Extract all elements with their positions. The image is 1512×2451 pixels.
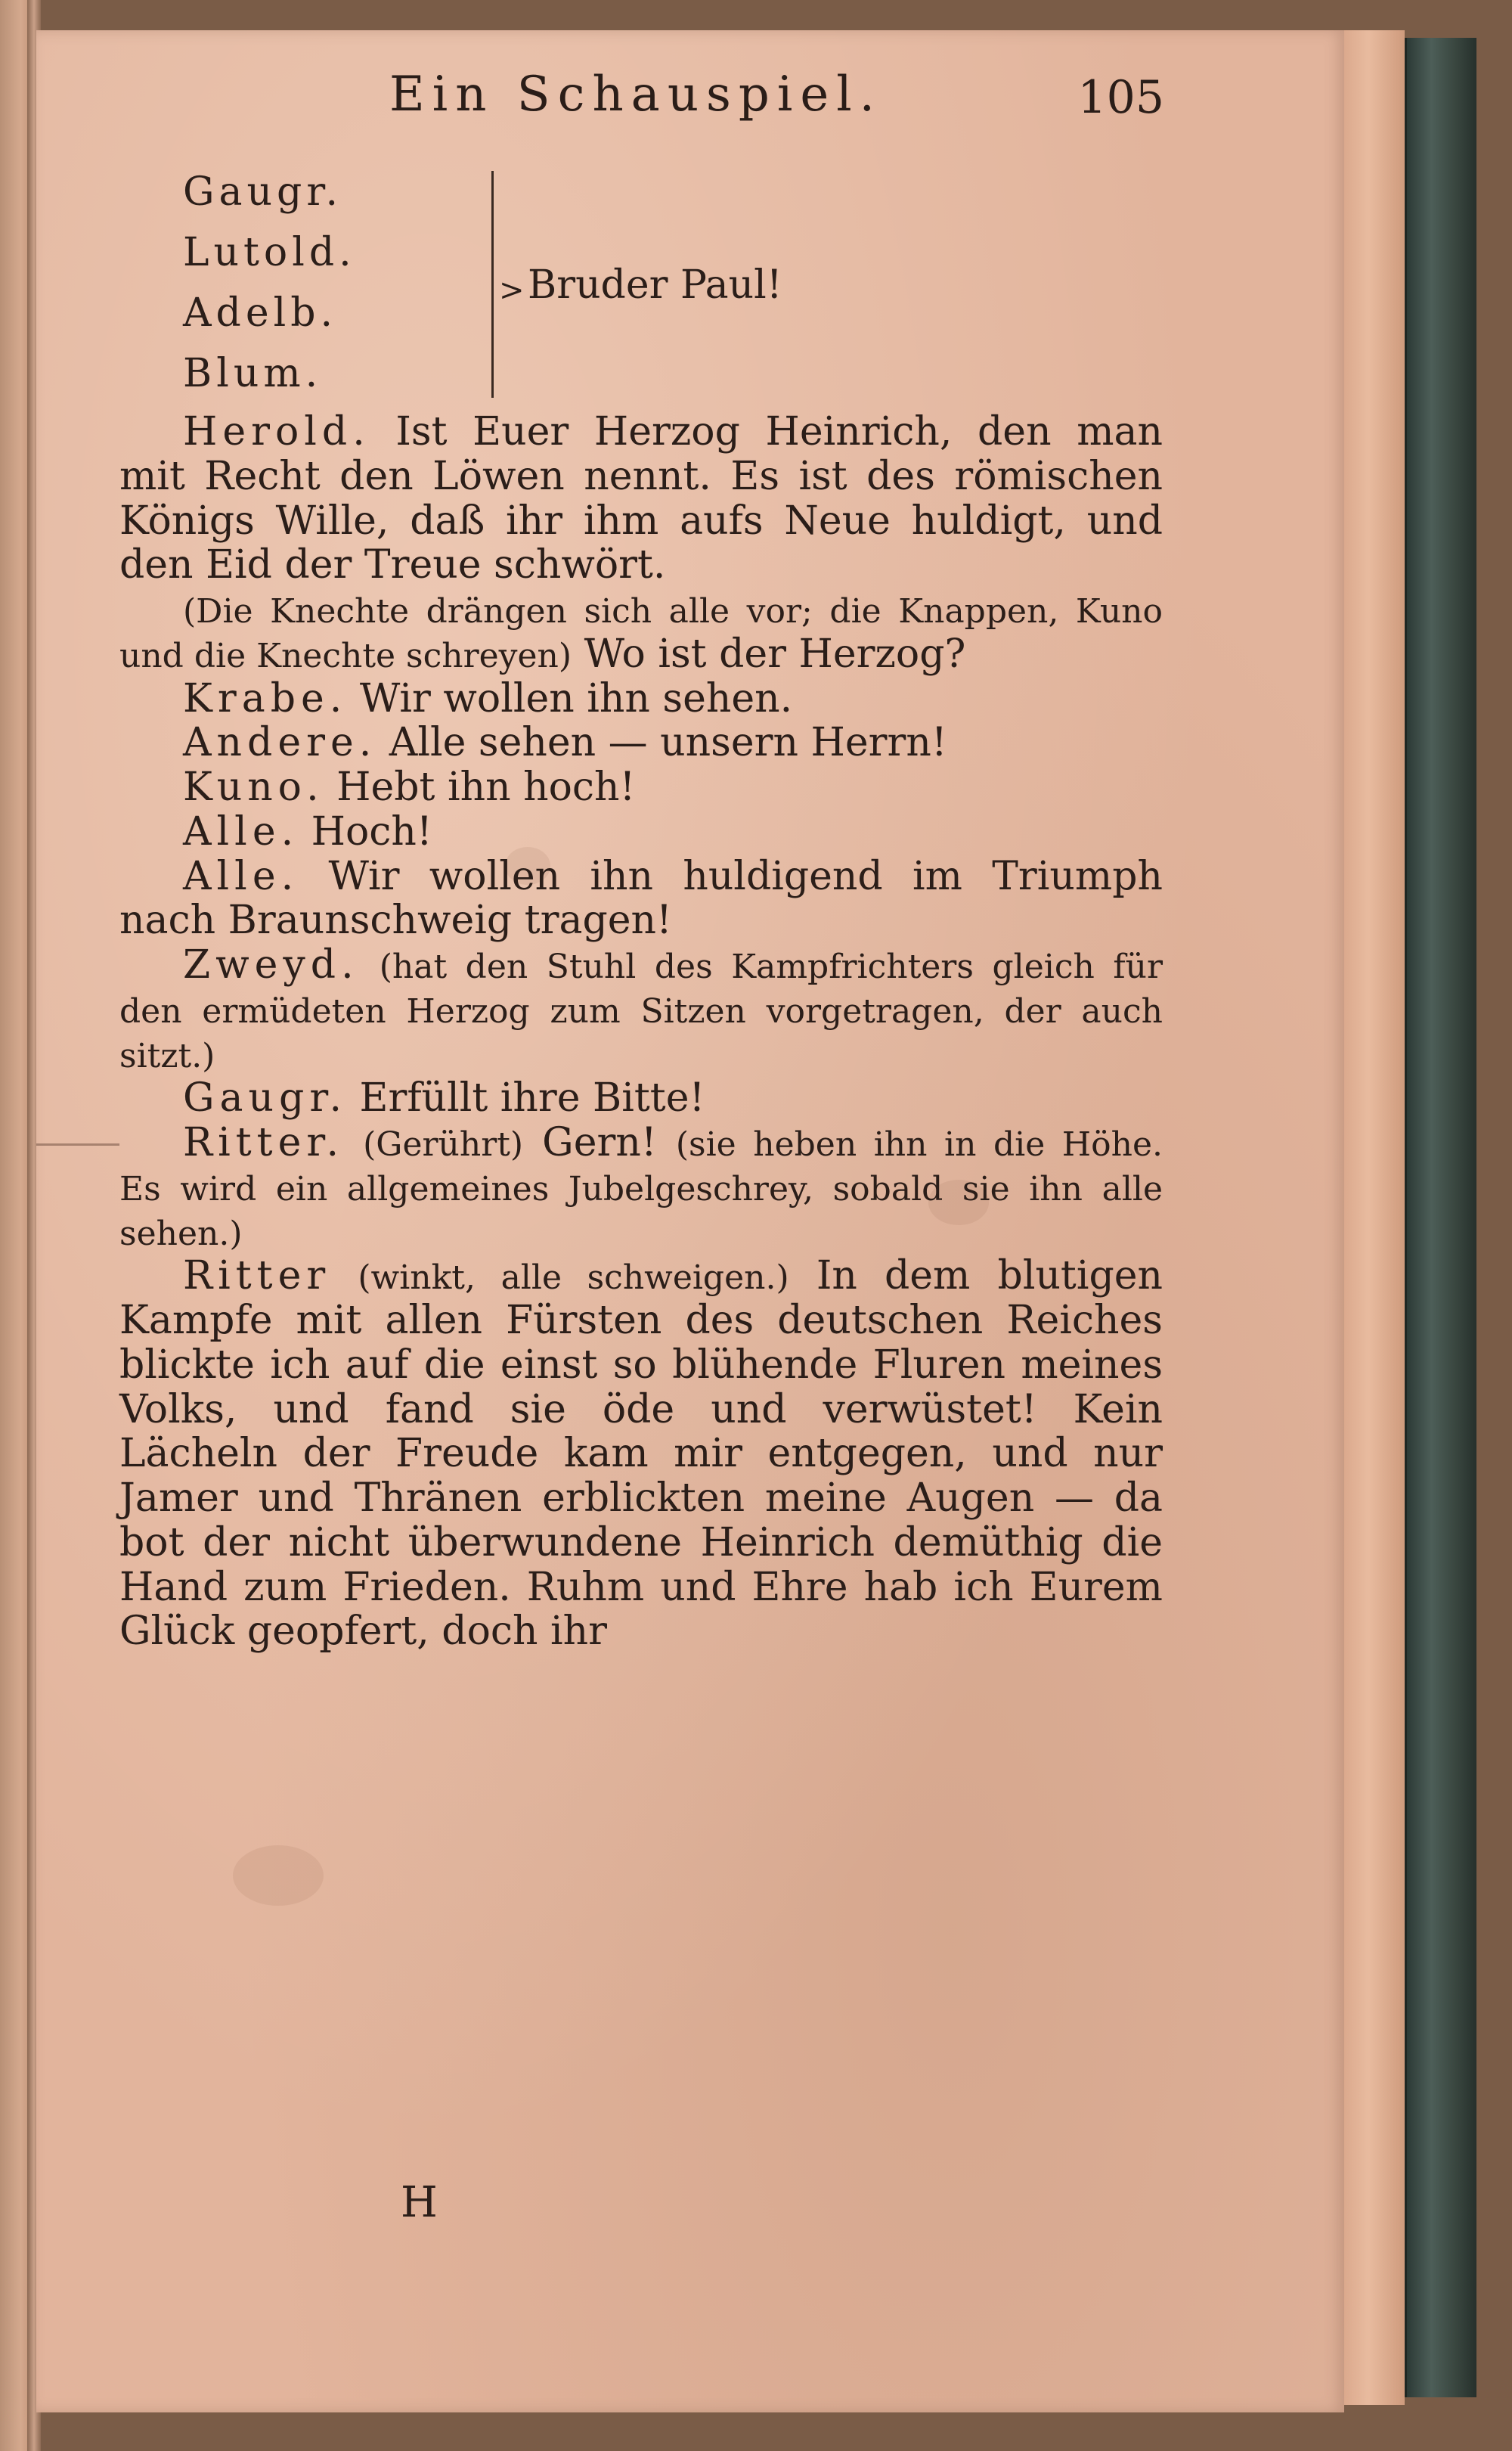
speaker-label: Gaugr. bbox=[183, 1075, 347, 1122]
dialogue-text: Hebt ihn hoch! bbox=[336, 765, 636, 810]
dialogue-text: Gern! bbox=[542, 1120, 657, 1165]
speaker-label: Herold. bbox=[183, 409, 370, 455]
speaker-line: Bruder Paul! bbox=[528, 262, 782, 308]
dialogue-text: Ist Euer Herzog Heinrich, den man mit Recht den Löwen nennt. Es ist des römischen Königs Wille, daß ihr ihm aufs Neue huldigt, und den Eid der Treue schwört. bbox=[119, 409, 1163, 588]
speaker-name: Adelb. bbox=[183, 290, 338, 336]
speaker-label: Ritter. bbox=[183, 1120, 345, 1165]
dialogue-paragraph bbox=[119, 410, 1163, 588]
stage-direction: (Die Knechte drängen sich alle vor; die Knappen, Kuno und die Knechte schreyen) bbox=[119, 592, 1163, 675]
dialogue-text: Alle sehen — unsern Herrn! bbox=[389, 720, 947, 766]
page-header bbox=[121, 67, 1164, 135]
speaker-group bbox=[119, 160, 1163, 410]
speaker-name: Gaugr. bbox=[183, 169, 342, 215]
page-number: 105 bbox=[1077, 71, 1164, 124]
signature-mark: H bbox=[401, 2178, 438, 2227]
stage-direction: (winkt, alle schweigen.) bbox=[358, 1258, 789, 1298]
dialogue-text: Wo ist der Herzog? bbox=[584, 631, 966, 677]
speaker-label: Kuno. bbox=[183, 765, 324, 810]
dialogue-paragraph bbox=[119, 1254, 1163, 1654]
dialogue-text: Wir wollen ihn huldigend im Triumph nach Braunschweig tragen! bbox=[119, 853, 1163, 944]
stage-direction: (Gerührt) bbox=[363, 1125, 524, 1164]
speaker-label: Alle. bbox=[183, 808, 299, 855]
speaker-label: Alle. bbox=[183, 853, 299, 899]
speaker-label: Zweyd. bbox=[183, 942, 359, 988]
dialogue-text: Wir wollen ihn sehen. bbox=[359, 675, 793, 721]
running-title: Ein Schauspiel. bbox=[389, 67, 882, 123]
speaker-label: Andere. bbox=[183, 720, 377, 766]
dialogue-text: Erfüllt ihre Bitte! bbox=[359, 1075, 705, 1122]
stage-direction: (sie heben ihn in die Höhe. Es wird ein allgemeines Jubelgeschrey, sobald sie ihn alle sehen.) bbox=[119, 1125, 1163, 1253]
speaker-label: Ritter bbox=[183, 1253, 331, 1299]
dialogue-paragraph bbox=[119, 1076, 1163, 1121]
dialogue-text: Hoch! bbox=[311, 808, 432, 855]
book-cover bbox=[1405, 38, 1476, 2397]
dialogue-paragraph bbox=[119, 855, 1163, 944]
dialogue-paragraph bbox=[119, 765, 1163, 810]
dialogue-text: In dem blutigen Kampfe mit allen Fürsten des deutschen Reiches blickte ich auf die einst so blühende Fluren meines Volks, und fand sie öde und verwüstet! Kein Lächeln der Freude kam mir entgegen, und nur Jamer und Thränen erblickten meine Augen — da bot der nicht überwundene Heinrich demüthig die Hand zum Frieden. Ruhm und Ehre hab ich Eurem Glück geopfert, doch ihr bbox=[119, 1253, 1163, 1655]
speaker-label: Krabe. bbox=[183, 675, 348, 721]
dialogue-paragraph bbox=[119, 810, 1163, 855]
brace-point: > bbox=[499, 273, 525, 308]
dialogue-paragraph bbox=[119, 943, 1163, 1076]
page-fold bbox=[36, 1143, 119, 1146]
dialogue-paragraph bbox=[119, 1121, 1163, 1254]
dialogue-paragraph bbox=[119, 588, 1163, 677]
speaker-names bbox=[183, 162, 356, 404]
paper-stain bbox=[233, 1845, 324, 1906]
dialogue-paragraph bbox=[119, 677, 1163, 721]
stage-direction: (hat den Stuhl des Kampfrichters gleich für den ermüdeten Herzog zum Sitzen vorgetragen, der auch sitzt.) bbox=[119, 948, 1163, 1075]
dialogue-paragraph bbox=[119, 721, 1163, 765]
page-block-edge bbox=[1344, 30, 1405, 2405]
speaker-name: Blum. bbox=[183, 351, 323, 396]
speaker-name: Lutold. bbox=[183, 230, 356, 275]
page-text bbox=[119, 160, 1163, 1654]
